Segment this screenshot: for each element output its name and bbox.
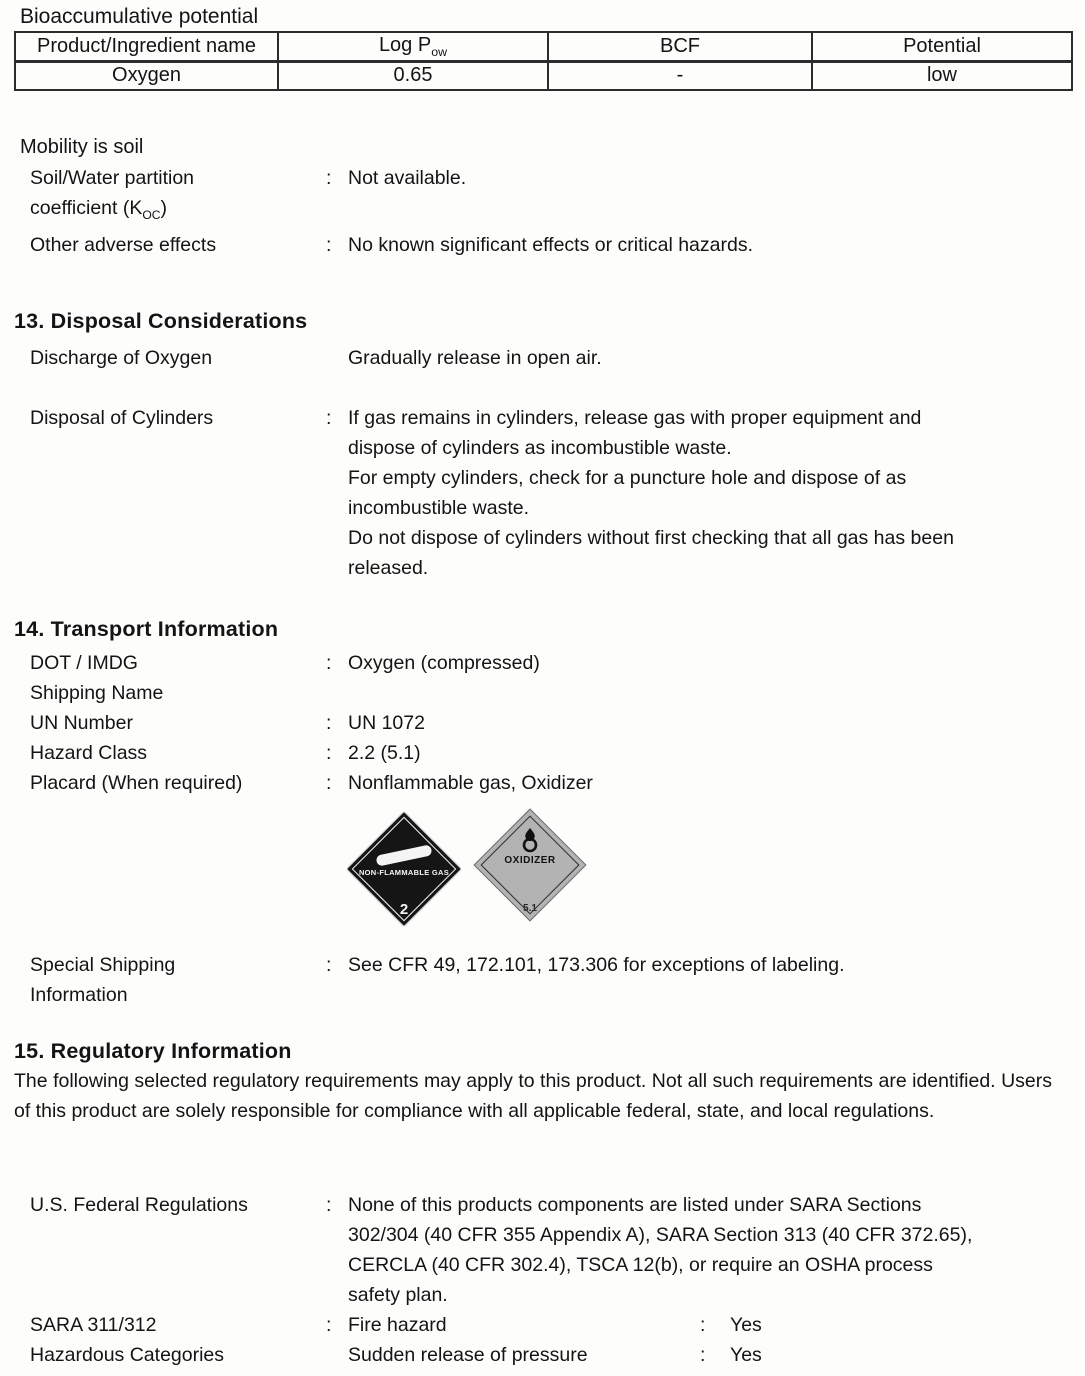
special-shipping-row [0, 950, 1085, 1010]
un-number-value: UN 1072 [348, 712, 425, 734]
hazardous-categories-row [0, 1340, 1085, 1370]
hazard-class-number: 2 [399, 901, 409, 918]
colon: : [326, 1194, 332, 1216]
hazard-class-row [0, 738, 1085, 768]
bioaccumulative-table [14, 31, 1073, 91]
cell-potential: low [812, 61, 1072, 90]
other-adverse-effects-value: No known significant effects or critical hazards. [348, 233, 753, 256]
cell-logpow: 0.65 [278, 61, 548, 90]
hazard-class-value: 2.2 (5.1) [348, 742, 421, 764]
us-federal-regulations-row [0, 1190, 1085, 1310]
shipping-name-value: Oxygen (compressed) [348, 652, 540, 674]
col-header-bcf: BCF [548, 32, 812, 61]
gas-cylinder-icon [375, 844, 432, 866]
federal-regulations-block [0, 1190, 1085, 1370]
shipping-name-row [0, 648, 1085, 708]
sara-pressure-hazard [348, 1340, 1085, 1370]
colon: : [700, 1314, 706, 1336]
hazard-category-name: Sudden release of pressure [348, 1344, 588, 1366]
colon: : [326, 407, 332, 429]
transport-section [0, 614, 1085, 798]
us-federal-regulations-label: U.S. Federal Regulations [30, 1194, 248, 1216]
disposal-of-cylinders-label: Disposal of Cylinders [30, 407, 214, 429]
bioaccumulative-table-block [0, 31, 1085, 91]
col-header-product: Product/Ingredient name [15, 32, 278, 61]
oxidizer-placard [473, 808, 587, 922]
non-flammable-gas-placard [347, 812, 461, 926]
soil-water-partition-label: Soil/Water partition coefficient $(K_{OC})$ [30, 167, 195, 222]
colon: : [326, 167, 332, 189]
other-adverse-effects-label: Other adverse effects [30, 233, 217, 256]
col-header-logpow: Log $P_{ow}$ [278, 32, 548, 61]
table-header-row [15, 32, 1072, 61]
discharge-of-oxygen-label: Discharge of Oxygen [30, 347, 213, 369]
hazard-class-number: 5.1 [523, 903, 537, 914]
non-flammable-gas-text: NON-FLAMMABLE GAS [358, 868, 450, 877]
regulatory-section [0, 1036, 1085, 1126]
un-number-label: UN Number [30, 712, 133, 734]
soil-water-partition-row [0, 163, 1085, 230]
mobility-title: Mobility is soil [20, 136, 144, 158]
other-adverse-effects-row [0, 230, 1085, 260]
sara-fire-hazard [348, 1310, 1085, 1340]
colon: : [326, 954, 332, 976]
hazard-category-name: Fire hazard [348, 1314, 447, 1336]
special-shipping-value: See CFR 49, 172.101, 173.306 for exceptions of labeling. [348, 954, 845, 976]
sara-311-312-row [0, 1310, 1085, 1340]
hazard-category-value: Yes [730, 1344, 762, 1366]
bioaccumulative-title: Bioaccumulative potential [20, 5, 259, 28]
disposal-of-cylinders-value: If gas remains in cylinders, release gas with proper equipment and dispose of cylinders as incombustible waste. For empty cylinders, check for a puncture hole and dispose of as incombustible waste. Do not dispose of cylinders without first checking that all gas has been released. [348, 407, 954, 579]
sara-label: SARA 311/312 [30, 1314, 157, 1336]
colon: : [326, 652, 332, 674]
special-shipping-section [0, 950, 1085, 1010]
colon: : [326, 742, 332, 764]
disposal-section [0, 306, 1085, 583]
hazard-class-label: Hazard Class [30, 742, 148, 764]
disposal-heading: 13. Disposal Considerations [14, 309, 308, 333]
flame-over-circle-icon [517, 828, 543, 854]
oxidizer-text: OXIDIZER [504, 855, 556, 866]
colon: : [326, 772, 332, 794]
cell-product: Oxygen [15, 61, 278, 90]
discharge-of-oxygen-row [0, 343, 1085, 373]
table-row [15, 61, 1072, 90]
col-header-potential: Potential [812, 32, 1072, 61]
colon: : [700, 1344, 706, 1366]
regulatory-intro-paragraph: The following selected regulatory requirements may apply to this product. Not all such requirements are identified. Users of this product are solely responsible for compliance with all applicable federal, state, and local regulations. [14, 1070, 1052, 1122]
colon: : [326, 1314, 332, 1336]
regulatory-heading: 15. Regulatory Information [14, 1039, 292, 1063]
special-shipping-label: Special Shipping Information [30, 954, 176, 1006]
disposal-of-cylinders-row [0, 403, 1085, 583]
un-number-row [0, 708, 1085, 738]
hazard-category-value: Yes [730, 1314, 762, 1336]
cell-bcf: - [548, 61, 812, 90]
placard-value: Nonflammable gas, Oxidizer [348, 772, 593, 794]
colon: : [326, 233, 332, 256]
us-federal-regulations-value: None of this products components are listed under SARA Sections 302/304 (40 CFR 355 Appendix A), SARA Section 313 (40 CFR 372.65), CERCLA (40 CFR 302.4), TSCA 12(b), or require an OSHA process safety plan. [348, 1194, 973, 1306]
placard-row [0, 768, 1085, 798]
hazardous-categories-label: Hazardous Categories [30, 1344, 225, 1366]
shipping-name-label: DOT / IMDG Shipping Name [30, 652, 164, 704]
mobility-section [0, 133, 1085, 260]
colon: : [326, 712, 332, 734]
transport-heading: 14. Transport Information [14, 617, 279, 641]
soil-water-partition-value: Not available. [348, 167, 467, 189]
placard-label: Placard (When required) [30, 772, 243, 794]
discharge-of-oxygen-value: Gradually release in open air. [348, 347, 602, 369]
